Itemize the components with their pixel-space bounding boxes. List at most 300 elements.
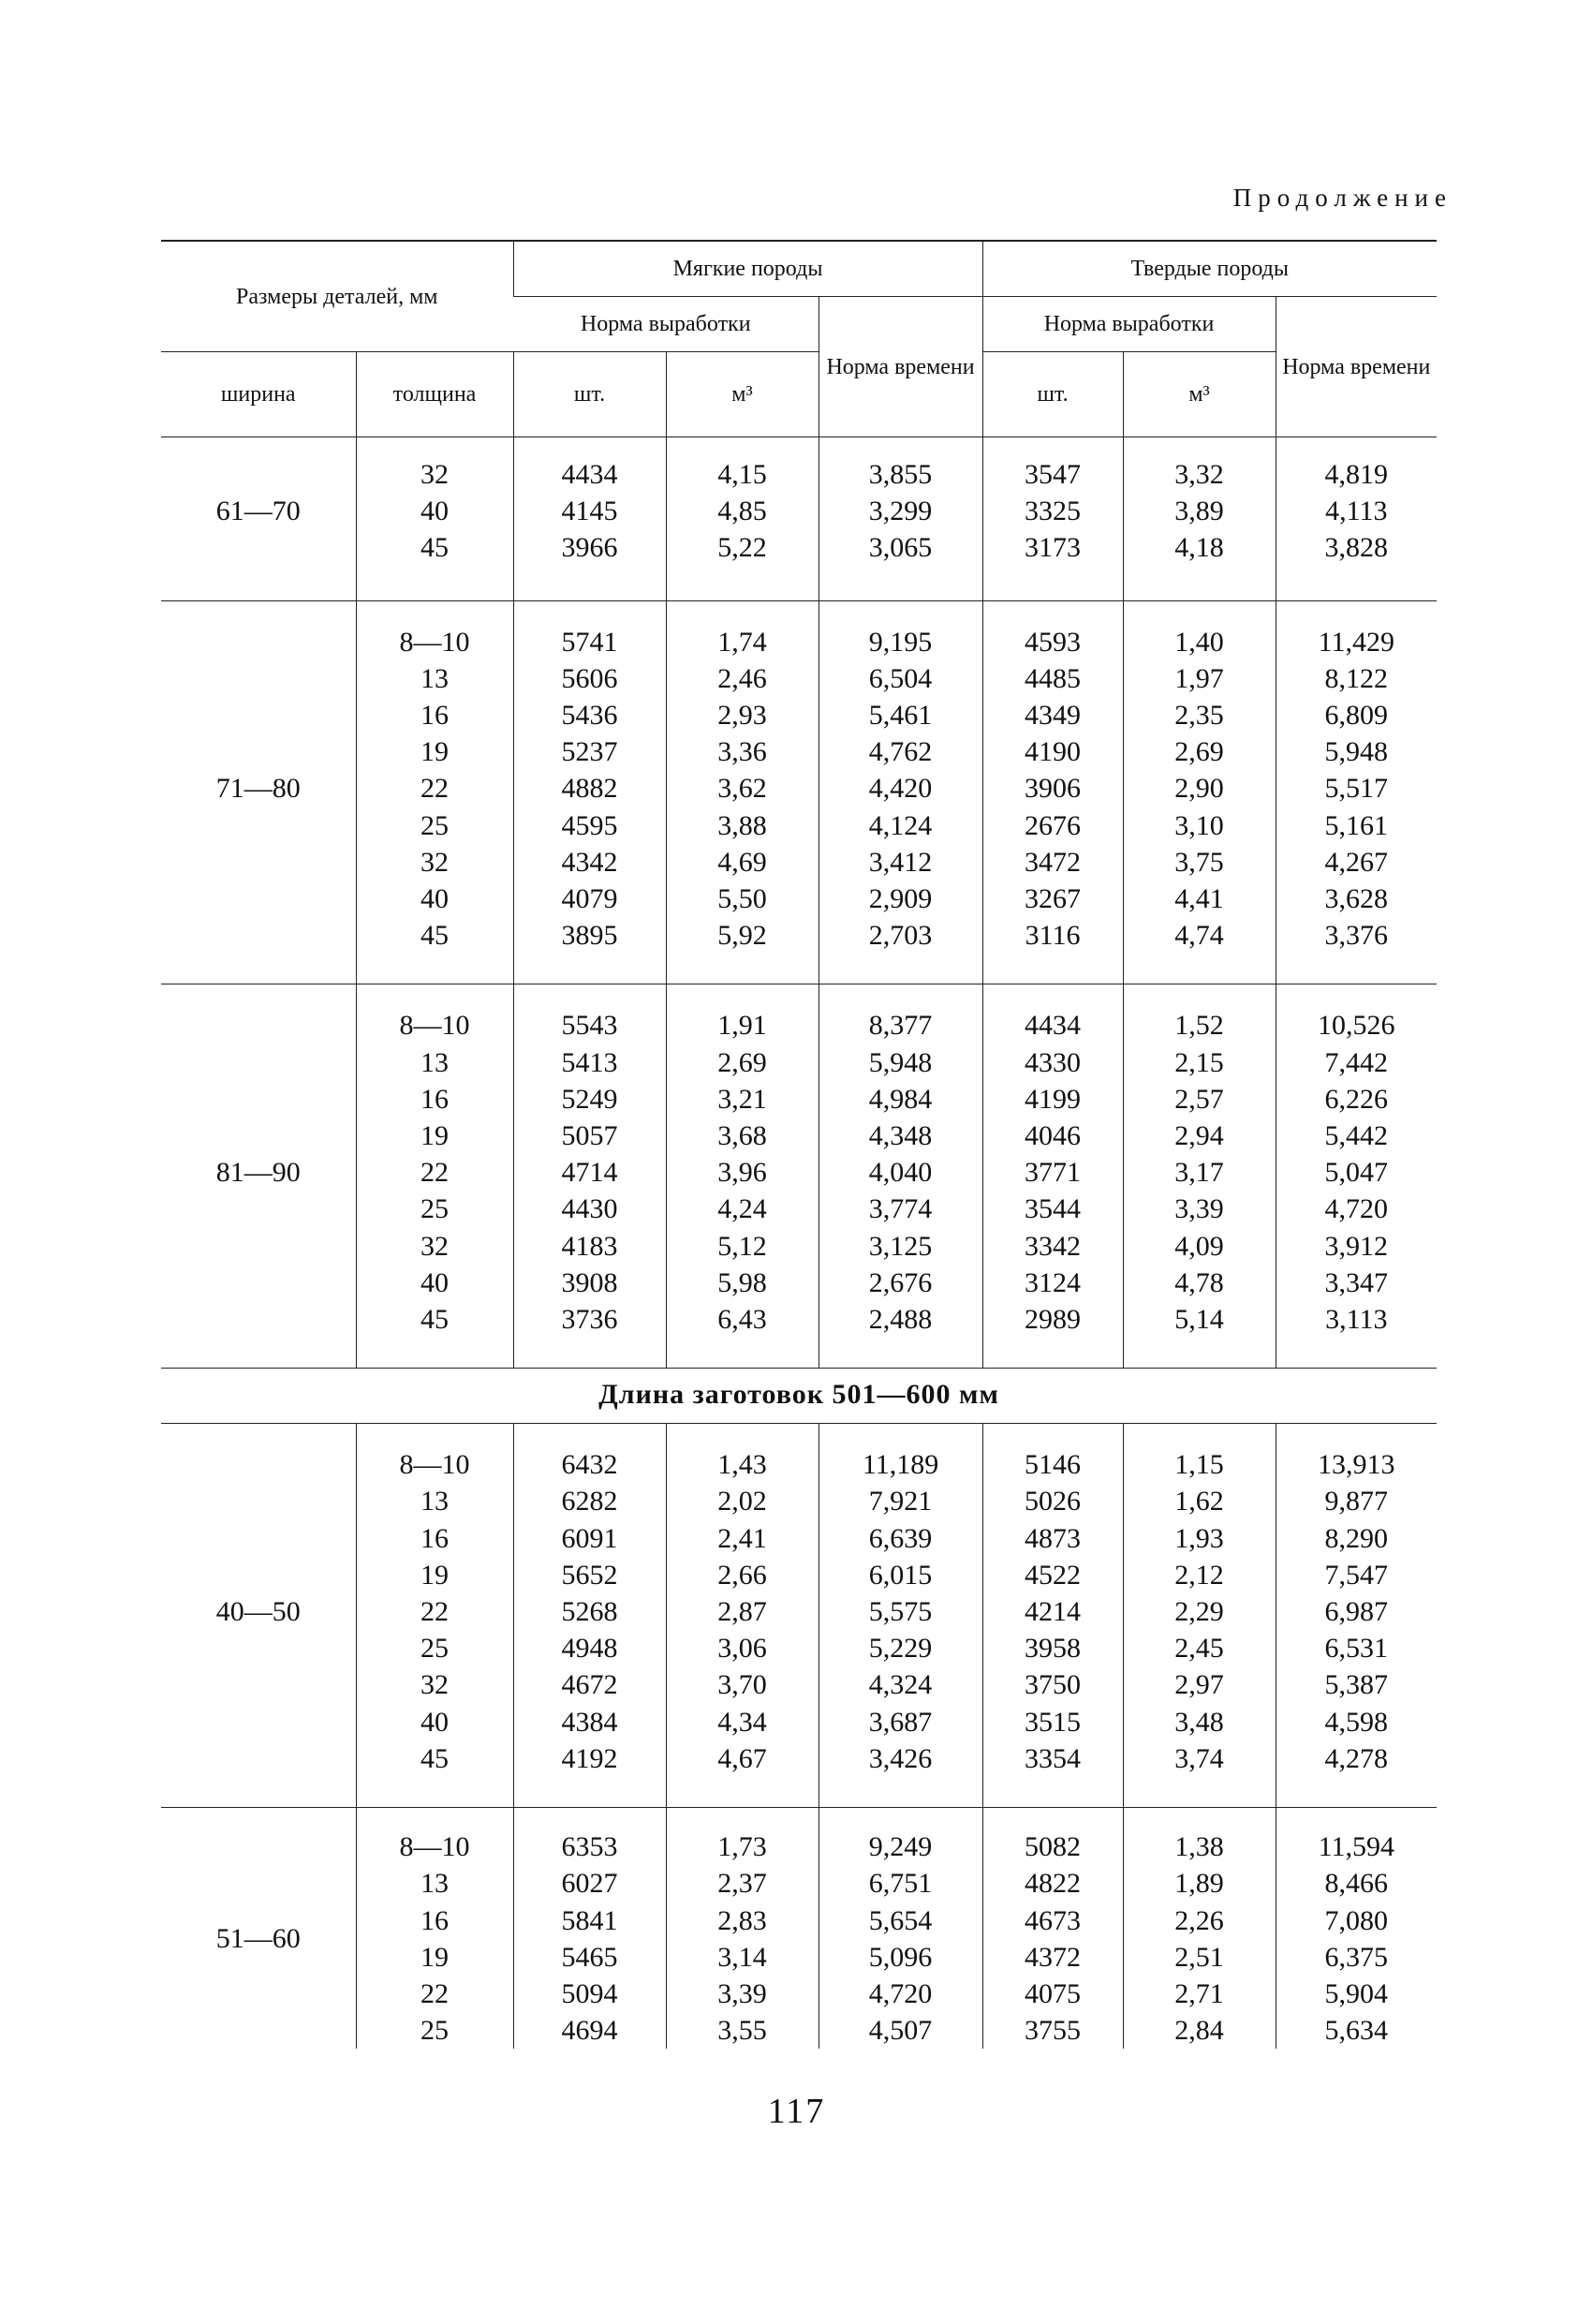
soft-pcs-value: 4882 [561,773,618,805]
hard-pcs-value: 5082 [1025,1831,1082,1863]
soft-time-value: 4,324 [868,1669,933,1701]
soft-time-value: 5,654 [868,1904,933,1936]
hard-time-value: 3,628 [1324,883,1389,915]
hard-time-value: 3,376 [1324,920,1389,952]
soft-time-value: 6,751 [868,1868,933,1900]
soft-time-value: 3,855 [868,459,933,490]
table-row-group [161,1424,1437,1808]
hard-time-value: 7,442 [1324,1046,1389,1078]
thickness-value: 40 [420,496,449,527]
thickness-value: 25 [420,809,449,841]
soft-time-column-cell [819,1808,982,2050]
soft-m3-value: 4,85 [717,496,767,527]
hard-time-value: 7,547 [1324,1559,1389,1591]
soft-pcs-value: 5652 [561,1559,618,1591]
hard-m3-value: 3,48 [1174,1706,1224,1738]
hard-m3-value: 2,29 [1174,1596,1224,1628]
header-hard-time-norm: Норма времени [1276,297,1437,437]
header-hard-species: Твердые породы [982,241,1437,297]
thickness-value: 19 [420,1120,449,1152]
soft-time-value: 3,412 [868,846,933,878]
soft-time-value: 8,377 [868,1010,933,1042]
hard-m3-value: 1,89 [1174,1868,1224,1900]
thickness-value: 25 [420,1193,449,1225]
width-cell: 40—50 [161,1424,356,1808]
hard-pcs-value: 3958 [1025,1633,1082,1665]
soft-pcs-value: 3908 [561,1266,618,1298]
soft-time-value: 3,687 [868,1706,933,1738]
hard-m3-column-cell [1123,1424,1276,1808]
hard-pcs-value: 4075 [1025,1977,1082,2009]
soft-pcs-value: 4384 [561,1706,618,1738]
hard-m3-value: 1,62 [1174,1486,1224,1517]
soft-time-value: 4,348 [868,1120,933,1152]
hard-m3-value: 3,74 [1174,1742,1224,1774]
soft-m3-value: 4,67 [717,1742,767,1774]
soft-pcs-value: 5413 [561,1046,618,1078]
soft-m3-value: 2,02 [717,1486,767,1517]
soft-time-value: 5,461 [868,700,933,732]
soft-m3-value: 4,69 [717,846,767,878]
soft-m3-column-cell [666,984,819,1369]
soft-time-value: 4,762 [868,736,933,768]
hard-time-value: 6,375 [1324,1941,1389,1973]
soft-pcs-value: 4079 [561,883,618,915]
thickness-value: 32 [420,1669,449,1701]
thickness-column-cell [356,600,513,984]
hard-time-value: 6,531 [1324,1633,1389,1665]
thickness-value: 40 [420,1266,449,1298]
hard-m3-column-cell [1123,1808,1276,2050]
hard-pcs-value: 4593 [1025,626,1082,658]
soft-m3-value: 1,43 [717,1449,767,1481]
thickness-value: 19 [420,1559,449,1591]
soft-pcs-value: 5249 [561,1083,618,1115]
thickness-value: 40 [420,1706,449,1738]
hard-time-column-cell [1276,1808,1437,2050]
thickness-value: 32 [420,1230,449,1262]
soft-time-value: 4,984 [868,1083,933,1115]
header-hard-m3: м³ [1123,352,1276,437]
soft-time-column-cell [819,600,982,984]
section-title: Длина заготовок 501—600 мм [161,1369,1437,1424]
soft-time-value: 5,229 [868,1633,933,1665]
soft-m3-value: 5,12 [717,1230,767,1262]
soft-m3-value: 1,74 [717,626,767,658]
soft-time-column-cell [819,984,982,1369]
soft-m3-value: 2,83 [717,1904,767,1936]
soft-time-value: 7,921 [868,1486,933,1517]
hard-m3-value: 2,12 [1174,1559,1224,1591]
soft-time-value: 6,015 [868,1559,933,1591]
soft-m3-value: 3,14 [717,1941,767,1973]
soft-time-value: 3,065 [868,532,933,564]
header-thickness: толщина [356,352,513,437]
hard-time-value: 3,912 [1324,1230,1389,1262]
hard-m3-value: 2,51 [1174,1941,1224,1973]
thickness-value: 45 [420,1742,449,1774]
soft-m3-value: 3,96 [717,1157,767,1189]
hard-pcs-value: 2676 [1025,809,1082,841]
soft-time-column-cell [819,437,982,601]
soft-m3-column-cell [666,600,819,984]
thickness-value: 13 [420,1868,449,1900]
thickness-value: 16 [420,1083,449,1115]
soft-time-value: 2,488 [868,1304,933,1336]
hard-m3-value: 2,26 [1174,1904,1224,1936]
hard-pcs-value: 3515 [1025,1706,1082,1738]
soft-m3-value: 3,55 [717,2015,767,2047]
soft-pcs-value: 5094 [561,1977,618,2009]
hard-pcs-value: 4190 [1025,736,1082,768]
norms-table [161,240,1437,2049]
soft-time-value: 4,507 [868,2015,933,2047]
hard-time-value: 9,877 [1324,1486,1389,1517]
thickness-value: 22 [420,773,449,805]
hard-pcs-value: 4199 [1025,1083,1082,1115]
header-soft-m3: м³ [666,352,819,437]
soft-pcs-value: 3895 [561,920,618,952]
soft-pcs-value: 4183 [561,1230,618,1262]
soft-m3-value: 1,91 [717,1010,767,1042]
thickness-column-cell [356,1424,513,1808]
hard-pcs-value: 3354 [1025,1742,1082,1774]
soft-pcs-column-cell [513,984,666,1369]
hard-time-column-cell [1276,984,1437,1369]
soft-m3-value: 3,70 [717,1669,767,1701]
hard-pcs-value: 3755 [1025,2015,1082,2047]
thickness-value: 16 [420,1522,449,1554]
soft-m3-value: 2,69 [717,1046,767,1078]
thickness-value: 16 [420,1904,449,1936]
soft-m3-value: 3,06 [717,1633,767,1665]
soft-time-value: 3,299 [868,496,933,527]
table-header [161,241,1437,437]
soft-pcs-value: 5606 [561,662,618,694]
soft-m3-value: 3,39 [717,1977,767,2009]
thickness-value: 22 [420,1977,449,2009]
hard-pcs-value: 4522 [1025,1559,1082,1591]
hard-m3-value: 2,15 [1174,1046,1224,1078]
thickness-value: 16 [420,700,449,732]
hard-m3-value: 4,09 [1174,1230,1224,1262]
hard-time-value: 5,904 [1324,1977,1389,2009]
hard-time-column-cell [1276,1424,1437,1808]
soft-m3-value: 3,68 [717,1120,767,1152]
thickness-value: 19 [420,1941,449,1973]
hard-pcs-value: 2989 [1025,1304,1082,1336]
soft-m3-column-cell [666,1808,819,2050]
soft-pcs-value: 3966 [561,532,618,564]
soft-pcs-column-cell [513,600,666,984]
soft-pcs-value: 5465 [561,1941,618,1973]
table-row-group [161,1808,1437,2050]
hard-pcs-column-cell [982,600,1123,984]
hard-pcs-column-cell [982,984,1123,1369]
hard-time-value: 7,080 [1324,1904,1389,1936]
thickness-value: 25 [420,2015,449,2047]
hard-time-value: 11,429 [1318,626,1394,658]
hard-m3-value: 2,57 [1174,1083,1224,1115]
soft-time-value: 5,096 [868,1941,933,1973]
hard-time-value: 10,526 [1318,1010,1395,1042]
thickness-value: 45 [420,1304,449,1336]
header-soft-output-norm: Норма выработки [513,297,819,352]
soft-m3-value: 4,34 [717,1706,767,1738]
hard-m3-value: 2,35 [1174,700,1224,732]
soft-pcs-value: 6282 [561,1486,618,1517]
hard-m3-value: 3,75 [1174,846,1224,878]
hard-m3-value: 3,89 [1174,496,1224,527]
hard-pcs-value: 3771 [1025,1157,1082,1189]
soft-pcs-value: 6027 [561,1868,618,1900]
thickness-value: 13 [420,662,449,694]
hard-m3-value: 1,52 [1174,1010,1224,1042]
soft-time-value: 4,420 [868,773,933,805]
hard-time-column-cell [1276,600,1437,984]
hard-pcs-value: 3547 [1025,459,1082,490]
hard-m3-value: 3,32 [1174,459,1224,490]
hard-m3-value: 1,15 [1174,1449,1224,1481]
soft-m3-value: 2,41 [717,1522,767,1554]
hard-pcs-value: 4330 [1025,1046,1082,1078]
page-number: 117 [767,2092,826,2131]
hard-pcs-value: 3267 [1025,883,1082,915]
hard-time-value: 6,226 [1324,1083,1389,1115]
soft-time-value: 3,426 [868,1742,933,1774]
hard-pcs-value: 3116 [1025,920,1081,952]
hard-time-value: 5,948 [1324,736,1389,768]
soft-time-value: 11,189 [862,1449,939,1481]
soft-time-value: 3,125 [868,1230,933,1262]
hard-m3-value: 1,97 [1174,662,1224,694]
soft-pcs-value: 4434 [561,459,618,490]
hard-pcs-value: 4822 [1025,1868,1082,1900]
soft-pcs-value: 4192 [561,1742,618,1774]
hard-pcs-column-cell [982,437,1123,601]
soft-pcs-column-cell [513,1424,666,1808]
hard-time-value: 8,290 [1324,1522,1389,1554]
thickness-value: 45 [420,532,449,564]
thickness-value: 32 [420,459,449,490]
hard-time-value: 5,442 [1324,1120,1389,1152]
hard-m3-column-cell [1123,984,1276,1369]
hard-time-value: 3,828 [1324,532,1389,564]
continuation-label: Продолжение [1232,184,1453,212]
hard-pcs-value: 3124 [1025,1266,1082,1298]
hard-m3-value: 4,74 [1174,920,1224,952]
thickness-value: 13 [420,1486,449,1517]
table-body-part-a [161,437,1437,1369]
thickness-value: 25 [420,1633,449,1665]
soft-m3-value: 5,92 [717,920,767,952]
hard-pcs-value: 3472 [1025,846,1082,878]
soft-pcs-value: 4948 [561,1633,618,1665]
hard-pcs-value: 4349 [1025,700,1082,732]
soft-time-value: 4,720 [868,1977,933,2009]
hard-pcs-value: 4434 [1025,1010,1082,1042]
soft-pcs-value: 5057 [561,1120,618,1152]
hard-pcs-value: 4673 [1025,1904,1082,1936]
thickness-value: 8—10 [399,626,470,658]
hard-m3-column-cell [1123,600,1276,984]
hard-time-value: 5,161 [1324,809,1389,841]
hard-pcs-value: 3750 [1025,1669,1082,1701]
soft-pcs-value: 5436 [561,700,618,732]
hard-time-value: 13,913 [1318,1449,1395,1481]
thickness-value: 32 [420,846,449,878]
hard-pcs-value: 5026 [1025,1486,1082,1517]
table-row-group [161,437,1437,601]
soft-time-value: 6,639 [868,1522,933,1554]
soft-pcs-value: 5237 [561,736,618,768]
hard-m3-value: 2,97 [1174,1669,1224,1701]
hard-m3-value: 2,90 [1174,773,1224,805]
soft-time-value: 4,124 [868,809,933,841]
soft-m3-value: 4,24 [717,1193,767,1225]
header-hard-output-norm: Норма выработки [982,297,1276,352]
soft-time-value: 5,948 [868,1046,933,1078]
hard-m3-value: 1,93 [1174,1522,1224,1554]
soft-time-value: 9,195 [868,626,933,658]
soft-time-value: 2,909 [868,883,933,915]
hard-m3-value: 2,84 [1174,2015,1224,2047]
soft-time-value: 3,774 [868,1193,933,1225]
width-cell: 81—90 [161,984,356,1369]
soft-m3-value: 2,93 [717,700,767,732]
hard-m3-value: 1,40 [1174,626,1224,658]
header-sizes: Размеры деталей, мм [161,241,513,352]
hard-m3-value: 2,45 [1174,1633,1224,1665]
hard-pcs-value: 4372 [1025,1941,1082,1973]
hard-m3-value: 1,38 [1174,1831,1224,1863]
soft-m3-column-cell [666,437,819,601]
soft-pcs-value: 4694 [561,2015,618,2047]
header-hard-pcs: шт. [982,352,1123,437]
hard-time-value: 5,387 [1324,1669,1389,1701]
hard-time-column-cell [1276,437,1437,601]
hard-time-value: 6,987 [1324,1596,1389,1628]
soft-m3-column-cell [666,1424,819,1808]
hard-pcs-value: 3906 [1025,773,1082,805]
soft-m3-value: 5,22 [717,532,767,564]
header-width: ширина [161,352,356,437]
thickness-value: 19 [420,736,449,768]
soft-time-value: 4,040 [868,1157,933,1189]
section-divider [161,1369,1437,1424]
soft-pcs-value: 4342 [561,846,618,878]
table-row-group [161,600,1437,984]
soft-pcs-value: 6091 [561,1522,618,1554]
thickness-column-cell [356,437,513,601]
soft-m3-value: 3,88 [717,809,767,841]
header-soft-time-norm: Норма времени [819,297,982,437]
hard-m3-value: 3,10 [1174,809,1224,841]
hard-time-value: 4,278 [1324,1742,1389,1774]
soft-pcs-value: 4672 [561,1669,618,1701]
hard-m3-value: 2,69 [1174,736,1224,768]
soft-pcs-value: 5543 [561,1010,618,1042]
thickness-value: 8—10 [399,1831,470,1863]
hard-time-value: 3,347 [1324,1266,1389,1298]
hard-m3-value: 4,18 [1174,532,1224,564]
soft-pcs-value: 4145 [561,496,618,527]
hard-m3-value: 4,78 [1174,1266,1224,1298]
hard-time-value: 5,047 [1324,1157,1389,1189]
hard-time-value: 4,819 [1324,459,1389,490]
soft-m3-value: 2,46 [717,662,767,694]
hard-time-value: 8,122 [1324,662,1389,694]
thickness-column-cell [356,984,513,1369]
width-cell: 71—80 [161,600,356,984]
thickness-value: 45 [420,920,449,952]
hard-m3-value: 3,17 [1174,1157,1224,1189]
thickness-value: 8—10 [399,1449,470,1481]
hard-time-value: 11,594 [1318,1831,1394,1863]
soft-m3-value: 3,62 [717,773,767,805]
soft-m3-value: 3,36 [717,736,767,768]
table-row-group [161,984,1437,1369]
soft-pcs-value: 4714 [561,1157,618,1189]
hard-time-value: 4,720 [1324,1193,1389,1225]
soft-pcs-value: 3736 [561,1304,618,1336]
hard-pcs-column-cell [982,1808,1123,2050]
soft-pcs-value: 5268 [561,1596,618,1628]
hard-pcs-value: 4046 [1025,1120,1082,1152]
hard-pcs-value: 3325 [1025,496,1082,527]
hard-m3-value: 2,71 [1174,1977,1224,2009]
hard-pcs-value: 3173 [1025,532,1082,564]
thickness-value: 40 [420,883,449,915]
hard-time-value: 8,466 [1324,1868,1389,1900]
table-body-part-b [161,1424,1437,2050]
thickness-column-cell [356,1808,513,2050]
soft-pcs-column-cell [513,437,666,601]
hard-pcs-column-cell [982,1424,1123,1808]
soft-time-value: 5,575 [868,1596,933,1628]
soft-m3-value: 5,98 [717,1266,767,1298]
hard-pcs-value: 4214 [1025,1596,1082,1628]
hard-pcs-value: 5146 [1025,1449,1082,1481]
soft-m3-value: 6,43 [717,1304,767,1336]
soft-pcs-value: 5841 [561,1904,618,1936]
soft-m3-value: 2,37 [717,1868,767,1900]
soft-m3-value: 2,66 [717,1559,767,1591]
hard-time-value: 6,809 [1324,700,1389,732]
hard-time-value: 5,517 [1324,773,1389,805]
thickness-value: 13 [420,1046,449,1078]
width-cell: 51—60 [215,1923,301,1955]
hard-time-value: 3,113 [1325,1304,1388,1336]
hard-time-value: 4,267 [1324,846,1389,878]
hard-pcs-value: 3342 [1025,1230,1082,1262]
soft-pcs-value: 6432 [561,1449,618,1481]
soft-pcs-value: 4595 [561,809,618,841]
soft-m3-value: 3,21 [717,1083,767,1115]
thickness-value: 8—10 [399,1010,470,1042]
hard-m3-value: 2,94 [1174,1120,1224,1152]
hard-time-value: 5,634 [1324,2015,1389,2047]
soft-time-value: 2,676 [868,1266,933,1298]
soft-m3-value: 1,73 [717,1831,767,1863]
thickness-value: 22 [420,1596,449,1628]
hard-m3-value: 5,14 [1174,1304,1224,1336]
hard-pcs-value: 3544 [1025,1193,1082,1225]
thickness-value: 22 [420,1157,449,1189]
soft-pcs-value: 5741 [561,626,618,658]
hard-time-value: 4,598 [1324,1706,1389,1738]
width-cell: 61—70 [161,437,356,601]
